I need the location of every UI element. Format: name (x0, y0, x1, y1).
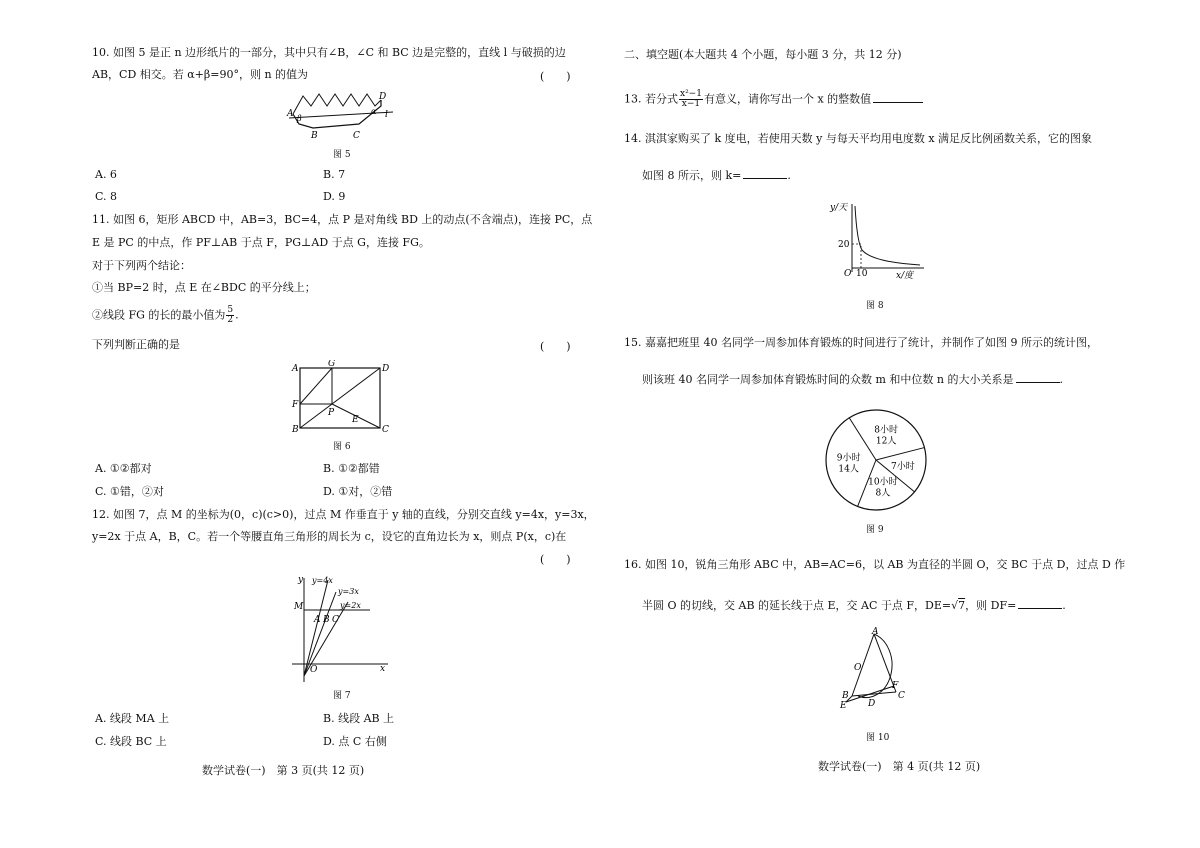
fig6-label-B: B (292, 425, 299, 435)
fig5-label-l: l (385, 110, 388, 120)
pie-slice-count: 14人 (838, 464, 859, 475)
fig7-label-y: y (298, 575, 304, 585)
q11-option-b: B. ①②都错 (323, 462, 380, 475)
q13-frac-num: x²−1 (680, 89, 702, 99)
q13-answer-blank[interactable] (873, 92, 923, 103)
fig6-label-F: F (292, 400, 299, 410)
q10-answer-paren: ( ) (540, 70, 571, 83)
fig5-jagged-edge (293, 94, 381, 114)
fig10-label-B: B (842, 691, 849, 701)
q16-line2-text: 半圆 O 的切线，交 AB 的延长线于点 E，交 AC 于点 F，DE= (642, 599, 952, 612)
fig5-label-B: B (311, 131, 318, 141)
fig7-label-y4x: y=4x (312, 576, 333, 585)
fig10-label-F: F (892, 681, 899, 691)
right-page-footer: 数学试卷(一) 第 4 页(共 12 页) (818, 760, 981, 773)
pie-slice-count: 8人 (875, 488, 891, 499)
q15-line2 (642, 372, 1063, 387)
q10-option-d: D. 9 (323, 190, 346, 203)
q11-line5-text: ②线段 FG 的长的最小值为 (92, 308, 226, 322)
q11-frac-den: 2 (227, 315, 234, 325)
q11-line1: 11. 如图 6，矩形 ABCD 中，AB=3，BC=4，点 P 是对角线 BD 上的动点(不含端点)，连接 PC，点 (92, 213, 593, 226)
fig7-line-4x (304, 580, 328, 676)
q15-line2-text: 则该班 40 名同学一周参加体育锻炼时间的众数 m 和中位数 n 的大小关系是 (642, 373, 1014, 386)
fig6-label-E: E (352, 415, 359, 425)
q11-line6: 下列判断正确的是 (92, 338, 180, 351)
fig6-diagonal-bd (300, 368, 380, 428)
section-title: 二、填空题(本大题共 4 个小题，每小题 3 分，共 12 分) (624, 48, 902, 61)
figure-9-pie-chart (822, 406, 930, 514)
q11-fraction (226, 306, 234, 325)
pie-slice-label: 8小时 (874, 425, 898, 436)
q13-line (624, 90, 923, 109)
q12-option-d: D. 点 C 右侧 (323, 735, 387, 748)
fig10-label-O: O (854, 663, 862, 673)
right-page (600, 0, 1200, 848)
fig7-label-y3x: y=3x (338, 587, 359, 596)
q14-answer-blank[interactable] (743, 168, 787, 179)
fig7-label-x: x (380, 664, 386, 674)
q16-answer-blank[interactable] (1018, 598, 1062, 609)
q16-sqrt: √7 (951, 599, 966, 612)
q10-line1: 10. 如图 5 是正 n 边形纸片的一部分，其中只有∠B，∠C 和 BC 边是完整的，直线 l 与破损的边 (92, 46, 566, 59)
fig10-label-E: E (840, 701, 847, 711)
q12-answer-paren: ( ) (540, 553, 571, 566)
figure-6 (288, 360, 394, 436)
q11-option-a: A. ①②都对 (95, 462, 152, 475)
q12-line1: 12. 如图 7，点 M 的坐标为(0，c)(c>0)，过点 M 作垂直于 y 轴的直线，分别交直线 y=4x，y=3x， (92, 508, 595, 521)
q11-line4: ①当 BP=2 时，点 E 在∠BDC 的平分线上； (92, 281, 316, 294)
q16-sqrt-value: 7 (958, 599, 966, 612)
fig5-polygon (293, 100, 381, 128)
fig8-label-yaxis: y/天 (830, 203, 848, 213)
q10-option-a: A. 6 (95, 168, 117, 181)
q13-text-pre: 13. 若分式 (624, 92, 678, 106)
fig6-label-A: A (292, 364, 299, 374)
q12-option-c: C. 线段 BC 上 (95, 735, 167, 748)
figure-7 (290, 572, 394, 684)
pie-slice-label: 10小时 (868, 477, 898, 488)
fig5-label-A: A (287, 109, 294, 119)
q11-answer-paren: ( ) (540, 340, 571, 353)
q13-text-post: 有意义，请你写出一个 x 的整数值 (703, 92, 872, 106)
fig8-label-xaxis: x/度 (896, 271, 914, 280)
fig8-label-O: O (844, 269, 852, 279)
q16-line2 (642, 598, 1066, 613)
q11-line5-end: . (235, 308, 239, 322)
q11-frac-num: 5 (227, 305, 234, 315)
q10-line2: AB，CD 相交。若 α+β=90°，则 n 的值为 (92, 68, 309, 81)
pie-slice-label: 7小时 (890, 461, 915, 472)
fig5-label-D: D (379, 92, 387, 102)
fig6-label-C: C (382, 425, 389, 435)
fig10-caption: 图 10 (866, 733, 890, 743)
figure-8 (828, 198, 928, 280)
fig6-caption: 图 6 (333, 442, 351, 452)
fig8-caption: 图 8 (866, 301, 884, 311)
fig7-label-M: M (294, 602, 304, 612)
fig5-label-C: C (353, 131, 360, 141)
fig7-label-A: A (314, 615, 321, 625)
q10-option-b: B. 7 (323, 168, 346, 181)
q14-line2 (642, 168, 791, 183)
q12-option-a: A. 线段 MA 上 (95, 712, 170, 725)
q12-line2: y=2x 于点 A，B，C。若一个等腰直角三角形的周长为 c，设它的直角边长为 x，则点 P(x，c)在 (92, 530, 567, 543)
q16-line1: 16. 如图 10，锐角三角形 ABC 中，AB=AC=6，以 AB 为直径的半圆 O，交 BC 于点 D，过点 D 作 (624, 558, 1126, 571)
figure-10 (836, 626, 910, 712)
fig7-label-O: O (310, 665, 318, 675)
q11-line5 (92, 306, 239, 325)
q12-option-b: B. 线段 AB 上 (323, 712, 395, 725)
fig7-label-B: B (323, 615, 330, 625)
fig8-label-10: 10 (856, 269, 868, 279)
figure-5 (285, 88, 395, 144)
fig10-label-A: A (872, 627, 879, 637)
q16-line2-end: . (1062, 599, 1066, 612)
fig6-label-G: G (328, 360, 336, 369)
fig5-label-alpha: α (371, 107, 377, 116)
pie-slice-count: 12人 (875, 436, 897, 447)
q11-option-c: C. ①错，②对 (95, 485, 164, 498)
fig6-fg (300, 368, 332, 404)
fig9-caption: 图 9 (866, 525, 884, 535)
q11-option-d: D. ①对，②错 (323, 485, 393, 498)
fig7-label-C: C (332, 615, 339, 625)
fig8-curve (855, 206, 920, 265)
fig6-label-P: P (328, 408, 335, 418)
q11-line2: E 是 PC 的中点，作 PF⊥AB 于点 F，PG⊥AD 于点 G，连接 FG。 (92, 236, 430, 249)
fig5-line-l (289, 112, 393, 118)
q16-line2-mid: ，则 DF= (965, 599, 1017, 612)
q10-option-c: C. 8 (95, 190, 118, 203)
q13-fraction (679, 90, 703, 109)
fig6-label-D: D (382, 364, 390, 374)
q15-answer-blank[interactable] (1016, 372, 1060, 383)
pie-slice-label: 9小时 (836, 453, 861, 464)
q14-line2-text: 如图 8 所示，则 k= (642, 169, 742, 182)
q13-frac-den: x−1 (681, 99, 701, 109)
q14-line1: 14. 淇淇家购买了 k 度电，若使用天数 y 与每天平均用电度数 x 满足反比例函数关系，它的图象 (624, 132, 1093, 145)
fig5-label-beta: β (297, 114, 302, 123)
fig5-caption: 图 5 (333, 150, 351, 160)
left-page-footer: 数学试卷(一) 第 3 页(共 12 页) (202, 764, 365, 777)
q15-line2-end: . (1059, 373, 1063, 386)
fig10-label-C: C (898, 691, 905, 701)
fig7-caption: 图 7 (333, 691, 351, 701)
fig7-label-y2x: y=2x (340, 601, 361, 610)
q11-line3: 对于下列两个结论： (92, 259, 191, 272)
q15-line1: 15. 嘉嘉把班里 40 名同学一周参加体育锻炼的时间进行了统计，并制作了如图 9 所示的统计图， (624, 336, 1098, 349)
fig7-line-3x (304, 592, 336, 676)
q14-line2-end: . (787, 169, 791, 182)
fig8-label-20: 20 (838, 240, 850, 250)
fig10-label-D: D (868, 699, 876, 709)
